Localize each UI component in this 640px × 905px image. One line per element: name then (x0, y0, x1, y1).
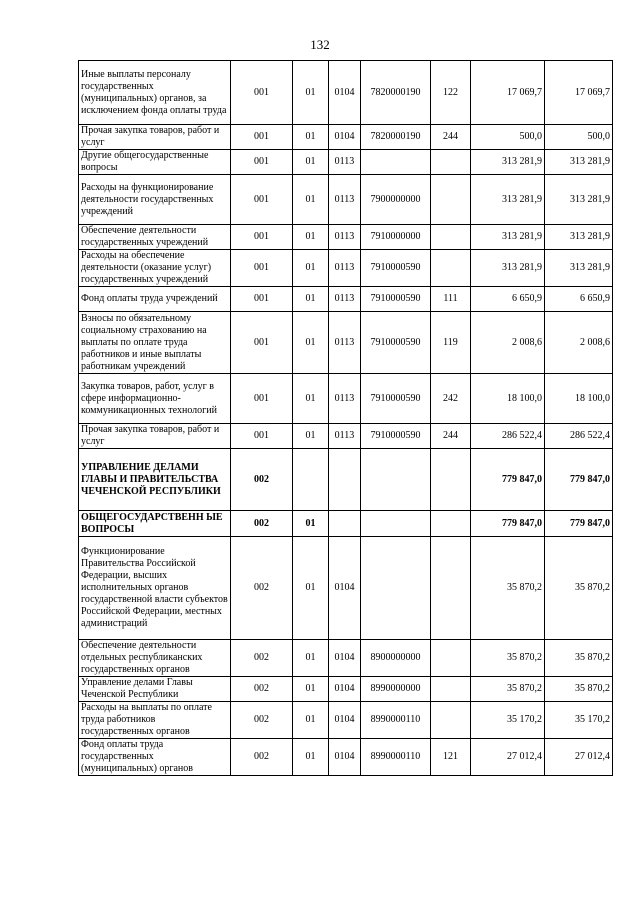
cell-subsection-code: 0104 (329, 702, 361, 739)
cell-target-article: 7910000590 (361, 424, 431, 449)
cell-expense-type: 119 (431, 312, 471, 374)
cell-section-code: 01 (293, 312, 329, 374)
cell-amount-1: 313 281,9 (471, 250, 545, 287)
cell-amount-1: 313 281,9 (471, 150, 545, 175)
cell-subsection-code (329, 511, 361, 537)
table-row (79, 640, 613, 677)
cell-name: Управление делами Главы Чеченской Республики (79, 677, 231, 702)
cell-amount-1: 500,0 (471, 125, 545, 150)
cell-section-code: 01 (293, 225, 329, 250)
cell-amount-1: 35 870,2 (471, 537, 545, 640)
cell-expense-type (431, 537, 471, 640)
cell-amount-1: 313 281,9 (471, 225, 545, 250)
cell-section-code (293, 449, 329, 511)
cell-section-code: 01 (293, 537, 329, 640)
table-row (79, 424, 613, 449)
cell-ministry-code: 001 (231, 150, 293, 175)
cell-name: Другие общегосударственные вопросы (79, 150, 231, 175)
cell-target-article: 7820000190 (361, 61, 431, 125)
cell-subsection-code (329, 449, 361, 511)
cell-section-code: 01 (293, 739, 329, 776)
cell-ministry-code: 002 (231, 449, 293, 511)
cell-name: Обеспечение деятельности отдельных республиканских государственных органов (79, 640, 231, 677)
cell-amount-2: 313 281,9 (545, 225, 613, 250)
cell-ministry-code: 002 (231, 702, 293, 739)
cell-target-article (361, 449, 431, 511)
cell-name: ОБЩЕГОСУДАРСТВЕНН ЫЕ ВОПРОСЫ (79, 511, 231, 537)
budget-table (78, 60, 613, 776)
cell-subsection-code: 0113 (329, 225, 361, 250)
cell-amount-2: 2 008,6 (545, 312, 613, 374)
cell-amount-2: 35 870,2 (545, 677, 613, 702)
table-row (79, 374, 613, 424)
cell-target-article: 7900000000 (361, 175, 431, 225)
cell-amount-2: 500,0 (545, 125, 613, 150)
cell-name: Прочая закупка товаров, работ и услуг (79, 125, 231, 150)
page-number: 132 (310, 37, 330, 52)
cell-expense-type: 244 (431, 424, 471, 449)
cell-name: Расходы на функционирование деятельности государственных учреждений (79, 175, 231, 225)
cell-amount-1: 35 170,2 (471, 702, 545, 739)
cell-expense-type (431, 175, 471, 225)
cell-target-article: 8990000110 (361, 739, 431, 776)
cell-name: Фонд оплаты труда учреждений (79, 287, 231, 312)
cell-expense-type (431, 150, 471, 175)
cell-amount-1: 286 522,4 (471, 424, 545, 449)
cell-subsection-code: 0113 (329, 175, 361, 225)
cell-ministry-code: 001 (231, 250, 293, 287)
cell-section-code: 01 (293, 702, 329, 739)
cell-section-code: 01 (293, 374, 329, 424)
cell-subsection-code: 0104 (329, 677, 361, 702)
cell-expense-type: 122 (431, 61, 471, 125)
cell-amount-2: 313 281,9 (545, 150, 613, 175)
cell-amount-2: 18 100,0 (545, 374, 613, 424)
cell-name: Иные выплаты персоналу государственных (муниципальных) органов, за исключением фонда оплаты труда (79, 61, 231, 125)
cell-ministry-code: 001 (231, 374, 293, 424)
cell-ministry-code: 001 (231, 287, 293, 312)
cell-target-article (361, 537, 431, 640)
cell-ministry-code: 002 (231, 640, 293, 677)
cell-amount-1: 2 008,6 (471, 312, 545, 374)
cell-target-article: 7910000590 (361, 312, 431, 374)
cell-target-article: 7910000590 (361, 250, 431, 287)
cell-target-article: 8990000000 (361, 677, 431, 702)
cell-subsection-code: 0104 (329, 640, 361, 677)
cell-name: Функционирование Правительства Российской Федерации, высших исполнительных органов государственной власти субъектов Российской Федерации, местных администраций (79, 537, 231, 640)
cell-amount-2: 779 847,0 (545, 449, 613, 511)
cell-amount-1: 27 012,4 (471, 739, 545, 776)
cell-target-article (361, 511, 431, 537)
cell-section-code: 01 (293, 424, 329, 449)
cell-amount-1: 35 870,2 (471, 640, 545, 677)
cell-subsection-code: 0104 (329, 125, 361, 150)
cell-expense-type (431, 511, 471, 537)
cell-subsection-code: 0113 (329, 150, 361, 175)
cell-section-code: 01 (293, 175, 329, 225)
table-row (79, 150, 613, 175)
cell-amount-1: 6 650,9 (471, 287, 545, 312)
table-row (79, 677, 613, 702)
cell-target-article: 7820000190 (361, 125, 431, 150)
cell-section-code: 01 (293, 125, 329, 150)
cell-section-code: 01 (293, 150, 329, 175)
cell-amount-2: 313 281,9 (545, 175, 613, 225)
cell-expense-type: 242 (431, 374, 471, 424)
cell-amount-2: 286 522,4 (545, 424, 613, 449)
cell-amount-1: 779 847,0 (471, 511, 545, 537)
cell-subsection-code: 0104 (329, 739, 361, 776)
cell-subsection-code: 0104 (329, 61, 361, 125)
table-row (79, 125, 613, 150)
cell-subsection-code: 0113 (329, 374, 361, 424)
cell-amount-2: 779 847,0 (545, 511, 613, 537)
cell-expense-type (431, 702, 471, 739)
cell-ministry-code: 001 (231, 424, 293, 449)
table-row (79, 61, 613, 125)
cell-name: УПРАВЛЕНИЕ ДЕЛАМИ ГЛАВЫ И ПРАВИТЕЛЬСТВА ЧЕЧЕНСКОЙ РЕСПУБЛИКИ (79, 449, 231, 511)
cell-amount-2: 27 012,4 (545, 739, 613, 776)
cell-target-article: 8900000000 (361, 640, 431, 677)
cell-amount-2: 35 170,2 (545, 702, 613, 739)
cell-section-code: 01 (293, 677, 329, 702)
cell-section-code: 01 (293, 250, 329, 287)
cell-name: Обеспечение деятельности государственных учреждений (79, 225, 231, 250)
cell-ministry-code: 002 (231, 739, 293, 776)
cell-target-article (361, 150, 431, 175)
cell-amount-2: 35 870,2 (545, 537, 613, 640)
cell-amount-2: 35 870,2 (545, 640, 613, 677)
cell-subsection-code: 0113 (329, 312, 361, 374)
cell-ministry-code: 001 (231, 225, 293, 250)
cell-subsection-code: 0113 (329, 424, 361, 449)
cell-name: Взносы по обязательному социальному страхованию на выплаты по оплате труда работников и иные выплаты работникам учреждений (79, 312, 231, 374)
cell-ministry-code: 001 (231, 61, 293, 125)
cell-ministry-code: 001 (231, 125, 293, 150)
cell-amount-1: 779 847,0 (471, 449, 545, 511)
cell-expense-type: 111 (431, 287, 471, 312)
cell-section-code: 01 (293, 511, 329, 537)
cell-subsection-code: 0104 (329, 537, 361, 640)
cell-ministry-code: 002 (231, 677, 293, 702)
table-row (79, 511, 613, 537)
cell-amount-2: 17 069,7 (545, 61, 613, 125)
cell-section-code: 01 (293, 287, 329, 312)
cell-name: Расходы на обеспечение деятельности (оказание услуг) государственных учреждений (79, 250, 231, 287)
cell-ministry-code: 002 (231, 537, 293, 640)
cell-expense-type (431, 677, 471, 702)
table-row (79, 225, 613, 250)
cell-section-code: 01 (293, 640, 329, 677)
cell-ministry-code: 002 (231, 511, 293, 537)
cell-amount-2: 6 650,9 (545, 287, 613, 312)
cell-ministry-code: 001 (231, 312, 293, 374)
cell-name: Закупка товаров, работ, услуг в сфере информационно-коммуникационных технологий (79, 374, 231, 424)
cell-section-code: 01 (293, 61, 329, 125)
table-row (79, 537, 613, 640)
table-row (79, 312, 613, 374)
cell-name: Расходы на выплаты по оплате труда работников государственных органов (79, 702, 231, 739)
cell-target-article: 7910000590 (361, 374, 431, 424)
cell-target-article: 7910000590 (361, 287, 431, 312)
cell-amount-1: 313 281,9 (471, 175, 545, 225)
cell-target-article: 8990000110 (361, 702, 431, 739)
cell-amount-1: 18 100,0 (471, 374, 545, 424)
cell-expense-type: 121 (431, 739, 471, 776)
cell-expense-type (431, 640, 471, 677)
cell-amount-2: 313 281,9 (545, 250, 613, 287)
cell-subsection-code: 0113 (329, 287, 361, 312)
cell-expense-type (431, 449, 471, 511)
table-row (79, 175, 613, 225)
table-row (79, 287, 613, 312)
table-row (79, 739, 613, 776)
cell-expense-type (431, 225, 471, 250)
cell-name: Прочая закупка товаров, работ и услуг (79, 424, 231, 449)
cell-amount-1: 17 069,7 (471, 61, 545, 125)
cell-target-article: 7910000000 (361, 225, 431, 250)
table-row (79, 449, 613, 511)
cell-expense-type: 244 (431, 125, 471, 150)
cell-subsection-code: 0113 (329, 250, 361, 287)
cell-name: Фонд оплаты труда государственных (муниципальных) органов (79, 739, 231, 776)
cell-amount-1: 35 870,2 (471, 677, 545, 702)
table-row (79, 250, 613, 287)
cell-expense-type (431, 250, 471, 287)
table-row (79, 702, 613, 739)
cell-ministry-code: 001 (231, 175, 293, 225)
